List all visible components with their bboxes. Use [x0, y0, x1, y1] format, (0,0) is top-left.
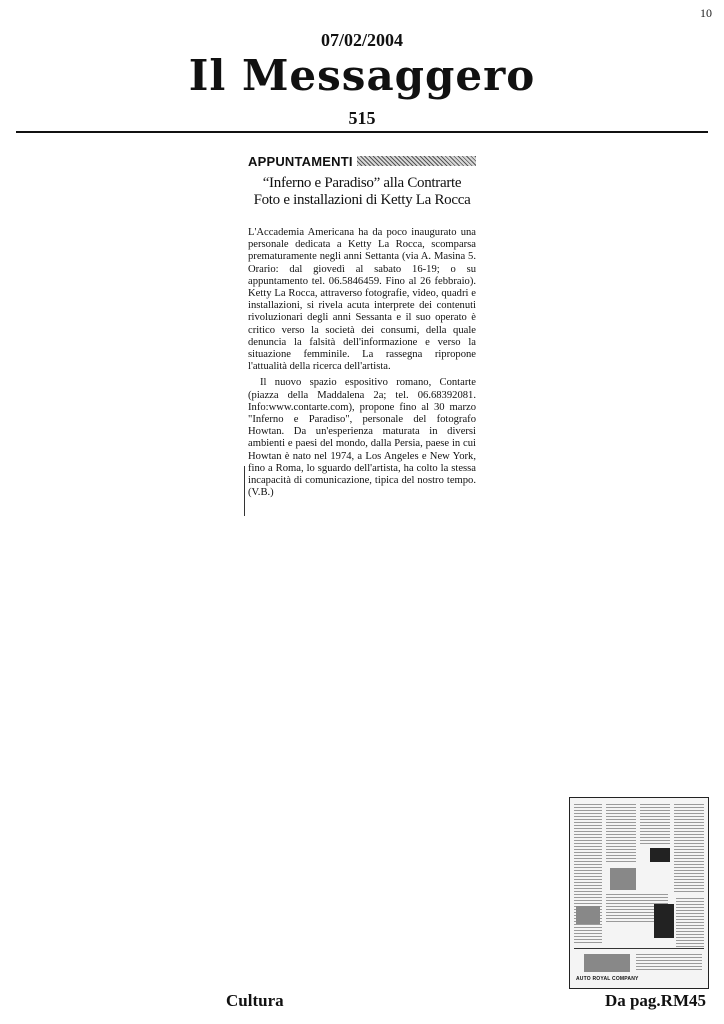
thumb-photo — [610, 868, 636, 890]
thumb-ad-caption: AUTO ROYAL COMPANY — [576, 976, 639, 982]
footer-section: Cultura — [226, 991, 284, 1010]
margin-bar — [244, 466, 245, 516]
thumb-column — [606, 804, 636, 864]
footer-source: Da pag.RM45 — [604, 991, 706, 1010]
section-label: APPUNTAMENTI — [248, 153, 353, 169]
thumb-column — [674, 804, 704, 894]
page-number: 10 — [700, 6, 712, 20]
section-row — [248, 153, 476, 169]
thumb-photo — [650, 848, 670, 862]
article — [248, 153, 476, 499]
thumb-column — [640, 804, 670, 844]
newspaper-masthead: Il Messaggero — [188, 51, 536, 100]
headline-line-2: Foto e installazioni di Ketty La Rocca — [253, 192, 471, 208]
paragraph-1: L'Accademia Americana ha da poco inaugurato una personale dedicata a Ketty La Rocca, scomparsa prematuramente negli anni Settanta (via A. Masina 5. Orario: dal giovedì al sabato 16-19; o su appuntamento tel. 06.5846459. Fino al 26 febbraio). Ketty La Rocca, attraverso fotografie, video, quadri e installazioni, si rivela acuta interprete dei contenuti rivoluzionari degli anni Sessanta e il suo operato è critico verso la società dei consumi, della quale denuncia la falsità dell'informazione e verso la situazione femminile. La rassegna ripropone l'attualità della ricerca dell'artista. — [248, 227, 476, 373]
thumb-block — [654, 904, 674, 938]
thumb-column — [676, 898, 704, 948]
thumb-column — [636, 954, 702, 972]
thumb-photo — [576, 906, 600, 924]
article-headline — [248, 175, 476, 209]
thumb-rule — [574, 948, 704, 949]
issue-number: 515 — [348, 108, 376, 128]
page-thumbnail — [569, 797, 709, 989]
article-body — [248, 227, 476, 499]
headline-line-1: “Inferno e Paradiso” alla Contrarte — [262, 175, 462, 191]
section-pattern — [357, 156, 476, 166]
publication-date: 07/02/2004 — [320, 30, 403, 50]
thumb-ad-image — [584, 954, 630, 972]
header-rule — [16, 131, 708, 133]
paragraph-2: Il nuovo spazio espositivo romano, Contarte (piazza della Maddalena 2a; tel. 06.68392081. Info:www.contarte.com), propone fino al 30 marzo "Inferno e Paradiso", personale del fotografo Howtan. Da un'esperienza maturata in diversi ambienti e paesi del mondo, dalla Persia, paese in cui Howtan è nato nel 1974, a Los Angeles e New York, fino a Roma, lo sguardo dell'artista, ha colto la stessa incapacità di comunicazione, tipica del nostro tempo. (V.B.) — [248, 377, 476, 499]
